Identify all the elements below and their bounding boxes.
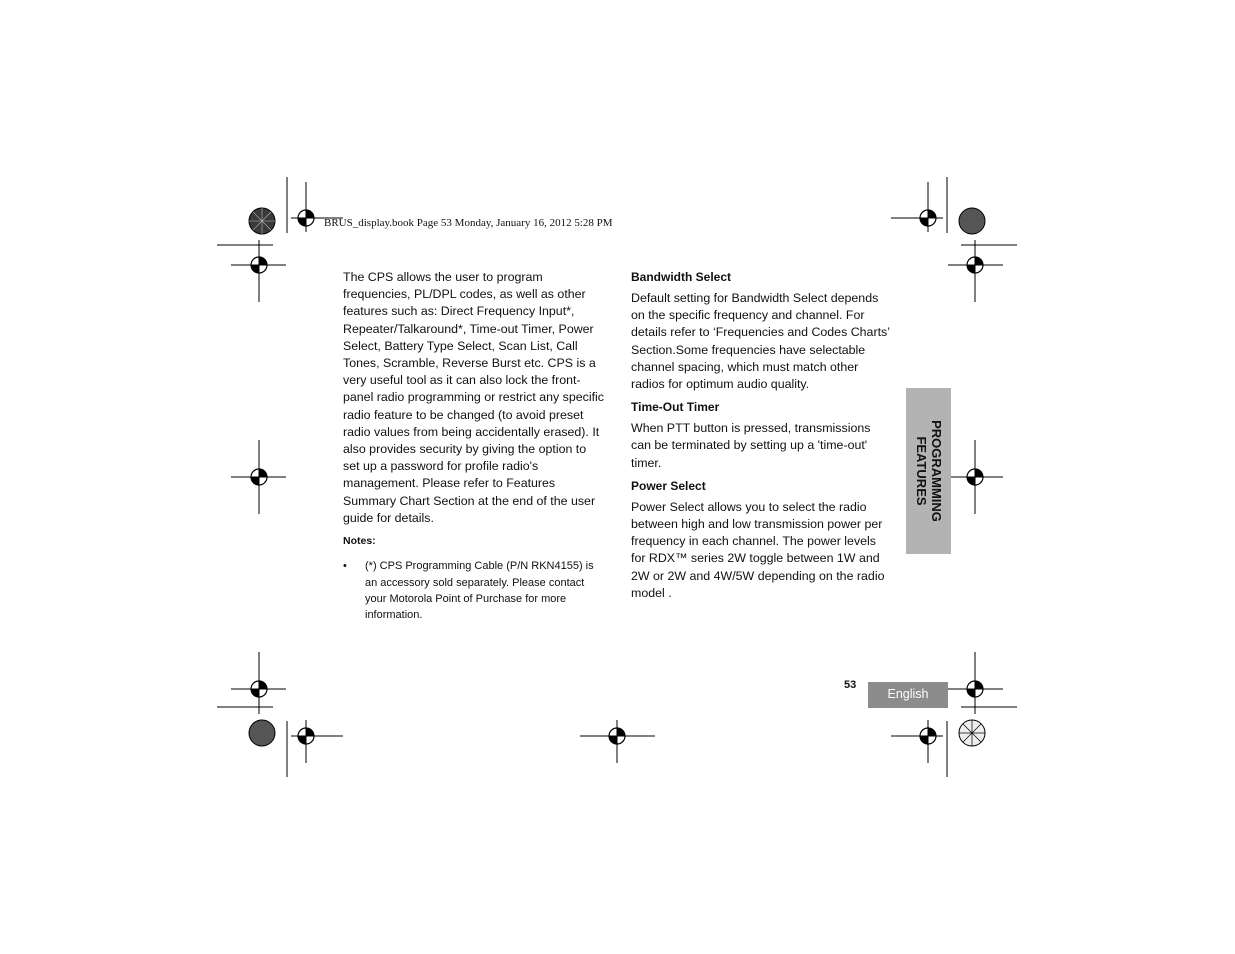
left-column: [343, 269, 605, 623]
side-tab-label: [914, 420, 944, 522]
section-side-tab: [906, 388, 951, 554]
bandwidth-select-heading: Bandwidth Select: [631, 270, 732, 284]
cps-description: The CPS allows the user to program frequencies, PL/DPL codes, as well as other features such as: Direct Frequency Input*, Repeater/Talkaround*, Time-out Timer, Power Select, Battery Type Select, Scan List, Call Tones, Scramble, Reverse Burst etc. CPS is a very useful tool as it can also lock the front-panel radio programming or restrict any specific radio feature to be changed (to avoid preset radio values from being accidentally erased). It also provides security by giving the option to set up a password for profile radio's management. Please refer to Features Summary Chart Section at the end of the user guide for details.: [343, 270, 605, 525]
note-item: [343, 558, 605, 623]
power-select-heading: Power Select: [631, 478, 706, 493]
bullet: •: [343, 560, 347, 573]
side-tab-line-2: FEATURES: [913, 436, 929, 506]
time-out-timer-heading: Time-Out Timer: [631, 400, 720, 415]
right-column: [631, 269, 893, 608]
print-slug-line: BRUS_display.book Page 53 Monday, January 16, 2012 5:28 PM: [324, 217, 613, 229]
bandwidth-select-body: Default setting for Bandwidth Select depends on the specific frequency and channel. For details refer to ‘Frequencies and Codes Charts’ Section.Some frequencies have selectable channel spacing, which must match other radios for optimum audio quality.: [631, 291, 890, 392]
page-number: 53: [844, 679, 857, 691]
language-tab: English: [868, 682, 948, 708]
note-text: (*) CPS Programming Cable (P/N RKN4155) is an accessory sold separately. Please contact your Motorola Point of Purchase for more information.: [365, 560, 594, 622]
power-select-body: Power Select allows you to select the radio between high and low transmission power per frequency in each channel. The power levels for RDX™ series 2W toggle between 1W and 2W or 2W and 4W/5W depending on the radio model .: [631, 499, 885, 600]
notes-heading: Notes:: [343, 535, 376, 548]
side-tab-line-1: PROGRAMMING: [928, 420, 944, 522]
time-out-timer-body: When PTT button is pressed, transmissions can be terminated by setting up a 'time-out' timer.: [631, 421, 871, 470]
